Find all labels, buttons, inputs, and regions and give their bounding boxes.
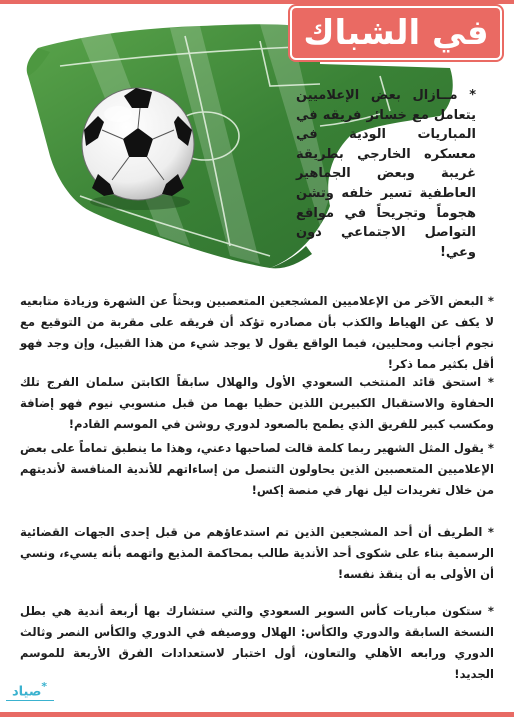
author-underline bbox=[6, 700, 54, 701]
article-paragraph-1: * البعض الآخر من الإعلاميين المشجعين المتعصبين وبحثاً عن الشهرة وزيادة متابعيه لا يكف عن الهياط والكذب بأن مصادره تؤكد أن فريقه على مقربة من التوقيع مع نجوم أجانب ومحليين، فيما الواقع يقول لا يوجد شيء من هذا القبيل، وإن وجد فهو أقل بكثير مما ذكر! bbox=[20, 294, 494, 371]
soccer-ball-icon bbox=[82, 88, 194, 210]
article-paragraph-4: * الطريف أن أحد المشجعين الذين تم استدعاؤهم من قبل إحدى الجهات القضائية الرسمية بناء على شكوى أحد الأندية طالب بمحاكمة المذيع واتهمه بأنه يسيء، ونسي أن الأولى به أن ينقذ نفسه! bbox=[20, 525, 494, 581]
section-title: في الشباك bbox=[303, 13, 489, 53]
author-star: * bbox=[41, 680, 48, 693]
bottom-accent-bar bbox=[0, 712, 514, 717]
article-paragraph-3: * يقول المثل الشهير ربما كلمة قالت لصاحبها دعني، وهذا ما ينطبق تماماً على بعض الإعلاميين المتعصبين الذين يحاولون التنصل من إساءاتهم للأندية المنافسة لأنديتهم من خلال تغريدات ليل نهار في منصة إكس! bbox=[20, 441, 494, 497]
top-accent-bar bbox=[0, 0, 514, 4]
article-paragraph-2: * استحق قائد المنتخب السعودي الأول والهلال سابقاً الكابتن سلمان الفرج تلك الحفاوة والاستقبال الكبيرين اللذين حظيا بهما من قبل منسوبي نيوم فهو إضافة ومكسب كبير للفريق الذي يطمح بالصعود لدوري روشن في الموسم القادم! bbox=[20, 375, 494, 431]
author-name: صياد bbox=[12, 684, 42, 700]
intro-paragraph: * مــازال بعض الإعلاميين يتعامل مع خسائر فريقه في المباريات الودية في معسكره الخارجي بطريقة غريبة وبعض الجماهير العاطفية تسير خلفه وتشن هجوماً وتجريحاً في مواقع التواصل الاجتماعي دون وعي! bbox=[296, 88, 476, 260]
author-signature bbox=[12, 680, 47, 699]
section-title-box bbox=[292, 8, 500, 58]
article-paragraph-5: * ستكون مباريات كأس السوبر السعودي والتي ستشارك بها أربعة أندية هي بطل النسخة السابقة والدوري والكأس: الهلال ووصيفه في الدوري والكأس النصر وثالث الدوري ورابعه الأهلي والتعاون، أول اختبار لاستعدادات الفرق الأربعة للموسم الجديد! bbox=[20, 604, 494, 681]
